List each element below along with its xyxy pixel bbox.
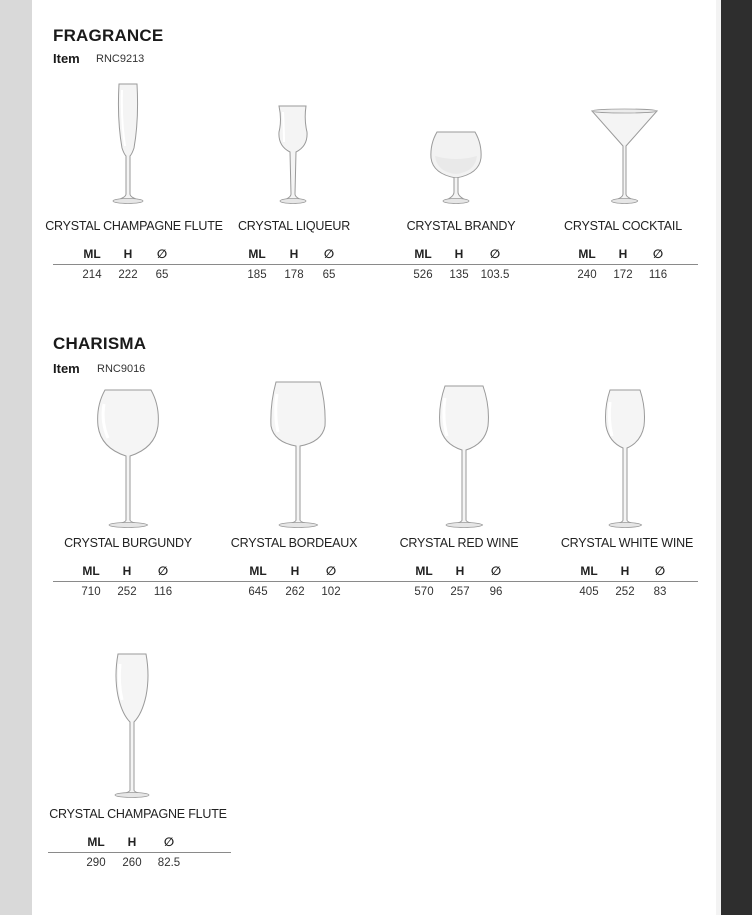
col-header-h: H	[620, 564, 630, 578]
value-ml: 290	[86, 857, 106, 869]
col-header-h: H	[122, 564, 132, 578]
value-h: 257	[450, 586, 470, 598]
col-header-h: H	[290, 564, 300, 578]
value-h: 222	[118, 269, 138, 281]
col-header-h: H	[618, 247, 628, 261]
value-diameter: 65	[322, 269, 336, 281]
value-ml: 570	[414, 586, 434, 598]
value-diameter: 83	[653, 586, 667, 598]
table-divider	[53, 581, 698, 582]
item-code: RNC9016	[97, 363, 146, 375]
value-h: 260	[122, 857, 142, 869]
right-margin-bar	[721, 0, 752, 915]
value-ml: 710	[81, 586, 101, 598]
col-header-diameter: ∅	[157, 564, 169, 578]
value-h: 135	[449, 269, 469, 281]
value-h: 252	[117, 586, 137, 598]
product-name: CRYSTAL WHITE WINE	[560, 536, 694, 550]
col-header-ml: ML	[87, 835, 105, 849]
product-name: CRYSTAL RED WINE	[399, 536, 519, 550]
table-divider	[53, 264, 698, 265]
section-title-fragrance: FRAGRANCE	[53, 26, 164, 45]
value-h: 252	[615, 586, 635, 598]
col-header-h: H	[289, 247, 299, 261]
col-header-ml: ML	[248, 247, 266, 261]
left-margin-bar	[0, 0, 32, 915]
product-name: CRYSTAL BORDEAUX	[230, 536, 358, 550]
champagne-flute-icon	[48, 650, 228, 800]
col-header-h: H	[127, 835, 137, 849]
col-header-diameter: ∅	[163, 835, 175, 849]
col-header-ml: ML	[580, 564, 598, 578]
section-title-charisma: CHARISMA	[53, 334, 147, 353]
col-header-h: H	[455, 564, 465, 578]
value-ml: 645	[248, 586, 268, 598]
cocktail-glass-icon	[533, 80, 713, 206]
value-diameter: 65	[155, 269, 169, 281]
value-h: 172	[613, 269, 633, 281]
col-header-ml: ML	[578, 247, 596, 261]
col-header-ml: ML	[414, 247, 432, 261]
col-header-h: H	[454, 247, 464, 261]
value-h: 178	[284, 269, 304, 281]
value-h: 262	[285, 586, 305, 598]
burgundy-glass-icon	[38, 380, 218, 528]
value-ml: 240	[577, 269, 597, 281]
col-header-ml: ML	[83, 247, 101, 261]
value-ml: 214	[82, 269, 102, 281]
item-label: Item	[53, 361, 80, 376]
item-label: Item	[53, 51, 80, 66]
red-wine-glass-icon	[369, 380, 549, 528]
value-diameter: 96	[489, 586, 503, 598]
col-header-diameter: ∅	[489, 247, 501, 261]
product-name: CRYSTAL CHAMPAGNE FLUTE	[49, 807, 227, 821]
product-name: CRYSTAL BURGUNDY	[64, 536, 192, 550]
value-ml: 185	[247, 269, 267, 281]
champagne-flute-icon	[44, 80, 224, 206]
value-diameter: 103.5	[480, 269, 510, 281]
col-header-h: H	[123, 247, 133, 261]
col-header-ml: ML	[249, 564, 267, 578]
col-header-ml: ML	[82, 564, 100, 578]
white-wine-glass-icon	[537, 380, 717, 528]
item-code: RNC9213	[96, 53, 145, 65]
col-header-diameter: ∅	[652, 247, 664, 261]
col-header-diameter: ∅	[325, 564, 337, 578]
col-header-diameter: ∅	[156, 247, 168, 261]
product-name: CRYSTAL LIQUEUR	[237, 219, 351, 233]
col-header-ml: ML	[415, 564, 433, 578]
value-ml: 526	[413, 269, 433, 281]
value-diameter: 116	[153, 586, 173, 598]
col-header-diameter: ∅	[490, 564, 502, 578]
col-header-diameter: ∅	[654, 564, 666, 578]
liqueur-glass-icon	[204, 80, 384, 206]
product-name: CRYSTAL COCKTAIL	[564, 219, 682, 233]
brandy-glass-icon	[371, 80, 551, 206]
table-divider	[48, 852, 231, 853]
product-name: CRYSTAL CHAMPAGNE FLUTE	[45, 219, 223, 233]
col-header-diameter: ∅	[323, 247, 335, 261]
value-diameter: 82.5	[157, 857, 181, 869]
value-diameter: 102	[321, 586, 341, 598]
bordeaux-glass-icon	[204, 380, 384, 528]
value-diameter: 116	[648, 269, 668, 281]
value-ml: 405	[579, 586, 599, 598]
product-name: CRYSTAL BRANDY	[406, 219, 516, 233]
